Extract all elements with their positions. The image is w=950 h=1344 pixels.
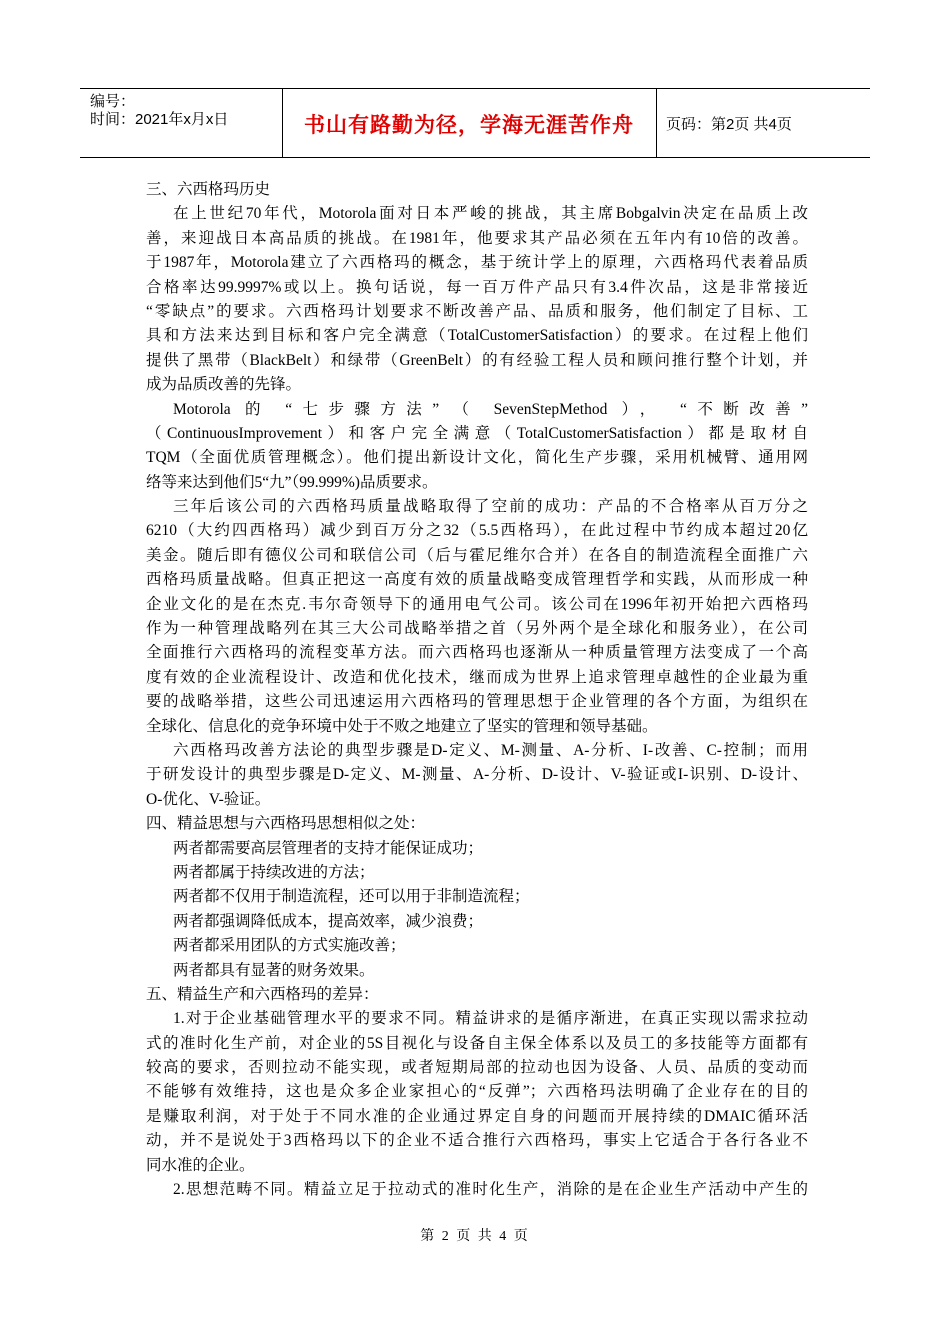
text-line: 较高的要求，否则拉动不能实现，或者短期局部的拉动也因为设备、人员、品质的变动而 — [146, 1059, 808, 1077]
text-line: 是赚取利润，对于处于不同水准的企业通过界定自身的问题而开展持续的DMAIC循环活 — [146, 1107, 808, 1125]
header-motto: 书山有路勤为径，学海无涯苦作舟 — [304, 113, 634, 137]
document-number-label: 编号： — [90, 93, 136, 110]
text-line: 具和方法来达到目标和客户完全满意（TotalCustomerSatisfaction）的要求。在过程上他们 — [146, 327, 808, 345]
text-line: 三年后该公司的六西格玛质量战略取得了空前的成功：产品的不合格率从百万分之 — [173, 498, 808, 516]
document-time-label: 时间：2021年x月x日 — [90, 111, 229, 128]
text-line: 企业文化的是在杰克.韦尔奇领导下的通用电气公司。该公司在1996年初开始把六西格玛 — [146, 595, 808, 613]
page-footer: 第 2 页 共 4 页 — [420, 1229, 530, 1244]
header-info-cell — [80, 89, 283, 157]
text-line: 合格率达99.9997%或以上。换句话说，每一百万件产品只有3.4件次品，这是非常接近 — [146, 278, 808, 296]
text-line: （ContinuousImprovement）和客户完全满意（TotalCustomerSatisfaction）都是取材自 — [146, 424, 808, 442]
text-line: TQM（全面优质管理概念）。他们提出新设计文化，简化生产步骤，采用机械臂、通用网 — [146, 449, 808, 467]
text-line: 西格玛质量战略。但真正把这一高度有效的质量战略变成管理哲学和实践，从而形成一种 — [146, 571, 808, 589]
text-line: “零缺点”的要求。六西格玛计划要求不断改善产品、品质和服务，他们制定了目标、工 — [146, 302, 808, 320]
text-line: 不能够有效维持，这也是众多企业家担心的“反弹”；六西格玛法明确了企业存在的目的 — [146, 1083, 808, 1101]
text-line: 两者都需要高层管理者的支持才能保证成功； — [173, 839, 484, 857]
text-line: 两者都强调降低成本，提高效率，减少浪费； — [173, 912, 484, 930]
text-line: 式的准时化生产前，对企业的5S目视化与设备自主保全体系以及员工的多技能等方面都有 — [146, 1034, 808, 1052]
text-line: 6210（大约四西格玛）减少到百万分之32（5.5西格玛），在此过程中节约成本超过20亿 — [146, 522, 808, 540]
text-line: 络等来达到他们5“九”（99.999%)品质要求。 — [146, 473, 438, 491]
text-line: 于1987年，Motorola建立了六西格玛的概念，基于统计学上的原理，六西格玛代表着品质 — [146, 254, 808, 272]
text-line: 三、六西格玛历史 — [146, 181, 271, 198]
text-line: 四、精益思想与六西格玛思想相似之处： — [146, 815, 426, 833]
header-motto-cell — [282, 89, 657, 157]
header-page-code: 页码：第2页 共4页 — [666, 116, 792, 133]
text-line: 在上世纪70年代，Motorola面对日本严峻的挑战，其主席Bobgalvin决定在品质上改 — [173, 205, 808, 223]
text-line: 2.思想范畴不同。精益立足于拉动式的准时化生产，消除的是在企业生产活动中产生的 — [173, 1181, 808, 1199]
text-line: 善，来迎战日本高品质的挑战。在1981年，他要求其产品必须在五年内有10倍的改善。 — [146, 229, 808, 247]
text-line: 两者都不仅用于制造流程，还可以用于非制造流程； — [173, 888, 530, 906]
text-line: 同水准的企业。 — [146, 1156, 255, 1174]
text-line: 两者都属于持续改进的方法； — [173, 863, 375, 881]
text-line: 提供了黑带（BlackBelt）和绿带（GreenBelt）的有经验工程人员和顾问推行整个计划，并 — [146, 351, 808, 369]
page-header — [80, 88, 870, 158]
text-line: O-优化、V-验证。 — [146, 790, 271, 808]
document-body — [146, 178, 808, 1202]
text-line: Motorola 的 “七步骤方法” （ SevenStepMethod ）， “不断改善” — [173, 400, 808, 418]
text-line: 要的战略举措，这些公司迅速运用六西格玛的管理思想于企业管理的各个方面，为组织在 — [146, 693, 808, 711]
text-line: 六西格玛改善方法论的典型步骤是D-定义、M-测量、A-分析、I-改善、C-控制；而用 — [173, 741, 808, 759]
text-line: 作为一种管理战略列在其三大公司战略举措之首（另外两个是全球化和服务业），在公司 — [146, 620, 808, 638]
text-line: 于研发设计的典型步骤是D-定义、M-测量、A-分析、D-设计、V-验证或I-识别、D-设计、 — [146, 766, 808, 784]
text-line: 成为品质改善的先锋。 — [146, 376, 302, 394]
text-line: 五、精益生产和六西格玛的差异： — [146, 985, 379, 1003]
text-line: 全面推行六西格玛的流程变革方法。而六西格玛也逐渐从一种质量管理方法变成了一个高 — [146, 644, 808, 662]
text-line: 两者都采用团队的方式实施改善； — [173, 937, 406, 955]
text-line: 度有效的企业流程设计、改造和优化技术，继而成为世界上追求管理卓越性的企业最为重 — [146, 668, 808, 686]
header-page-cell — [656, 89, 870, 157]
text-line: 全球化、信息化的竞争环境中处于不败之地建立了坚实的管理和领导基础。 — [146, 717, 658, 735]
text-line: 两者都具有显著的财务效果。 — [173, 961, 375, 979]
text-line: 美金。随后即有德仪公司和联信公司（后与霍尼维尔合并）在各自的制造流程全面推广六 — [146, 546, 808, 564]
text-line: 1.对于企业基础管理水平的要求不同。精益讲求的是循序渐进，在真正实现以需求拉动 — [173, 1010, 808, 1028]
text-line: 动，并不是说处于3西格玛以下的企业不适合推行六西格玛，事实上它适合于各行各业不 — [146, 1132, 808, 1150]
